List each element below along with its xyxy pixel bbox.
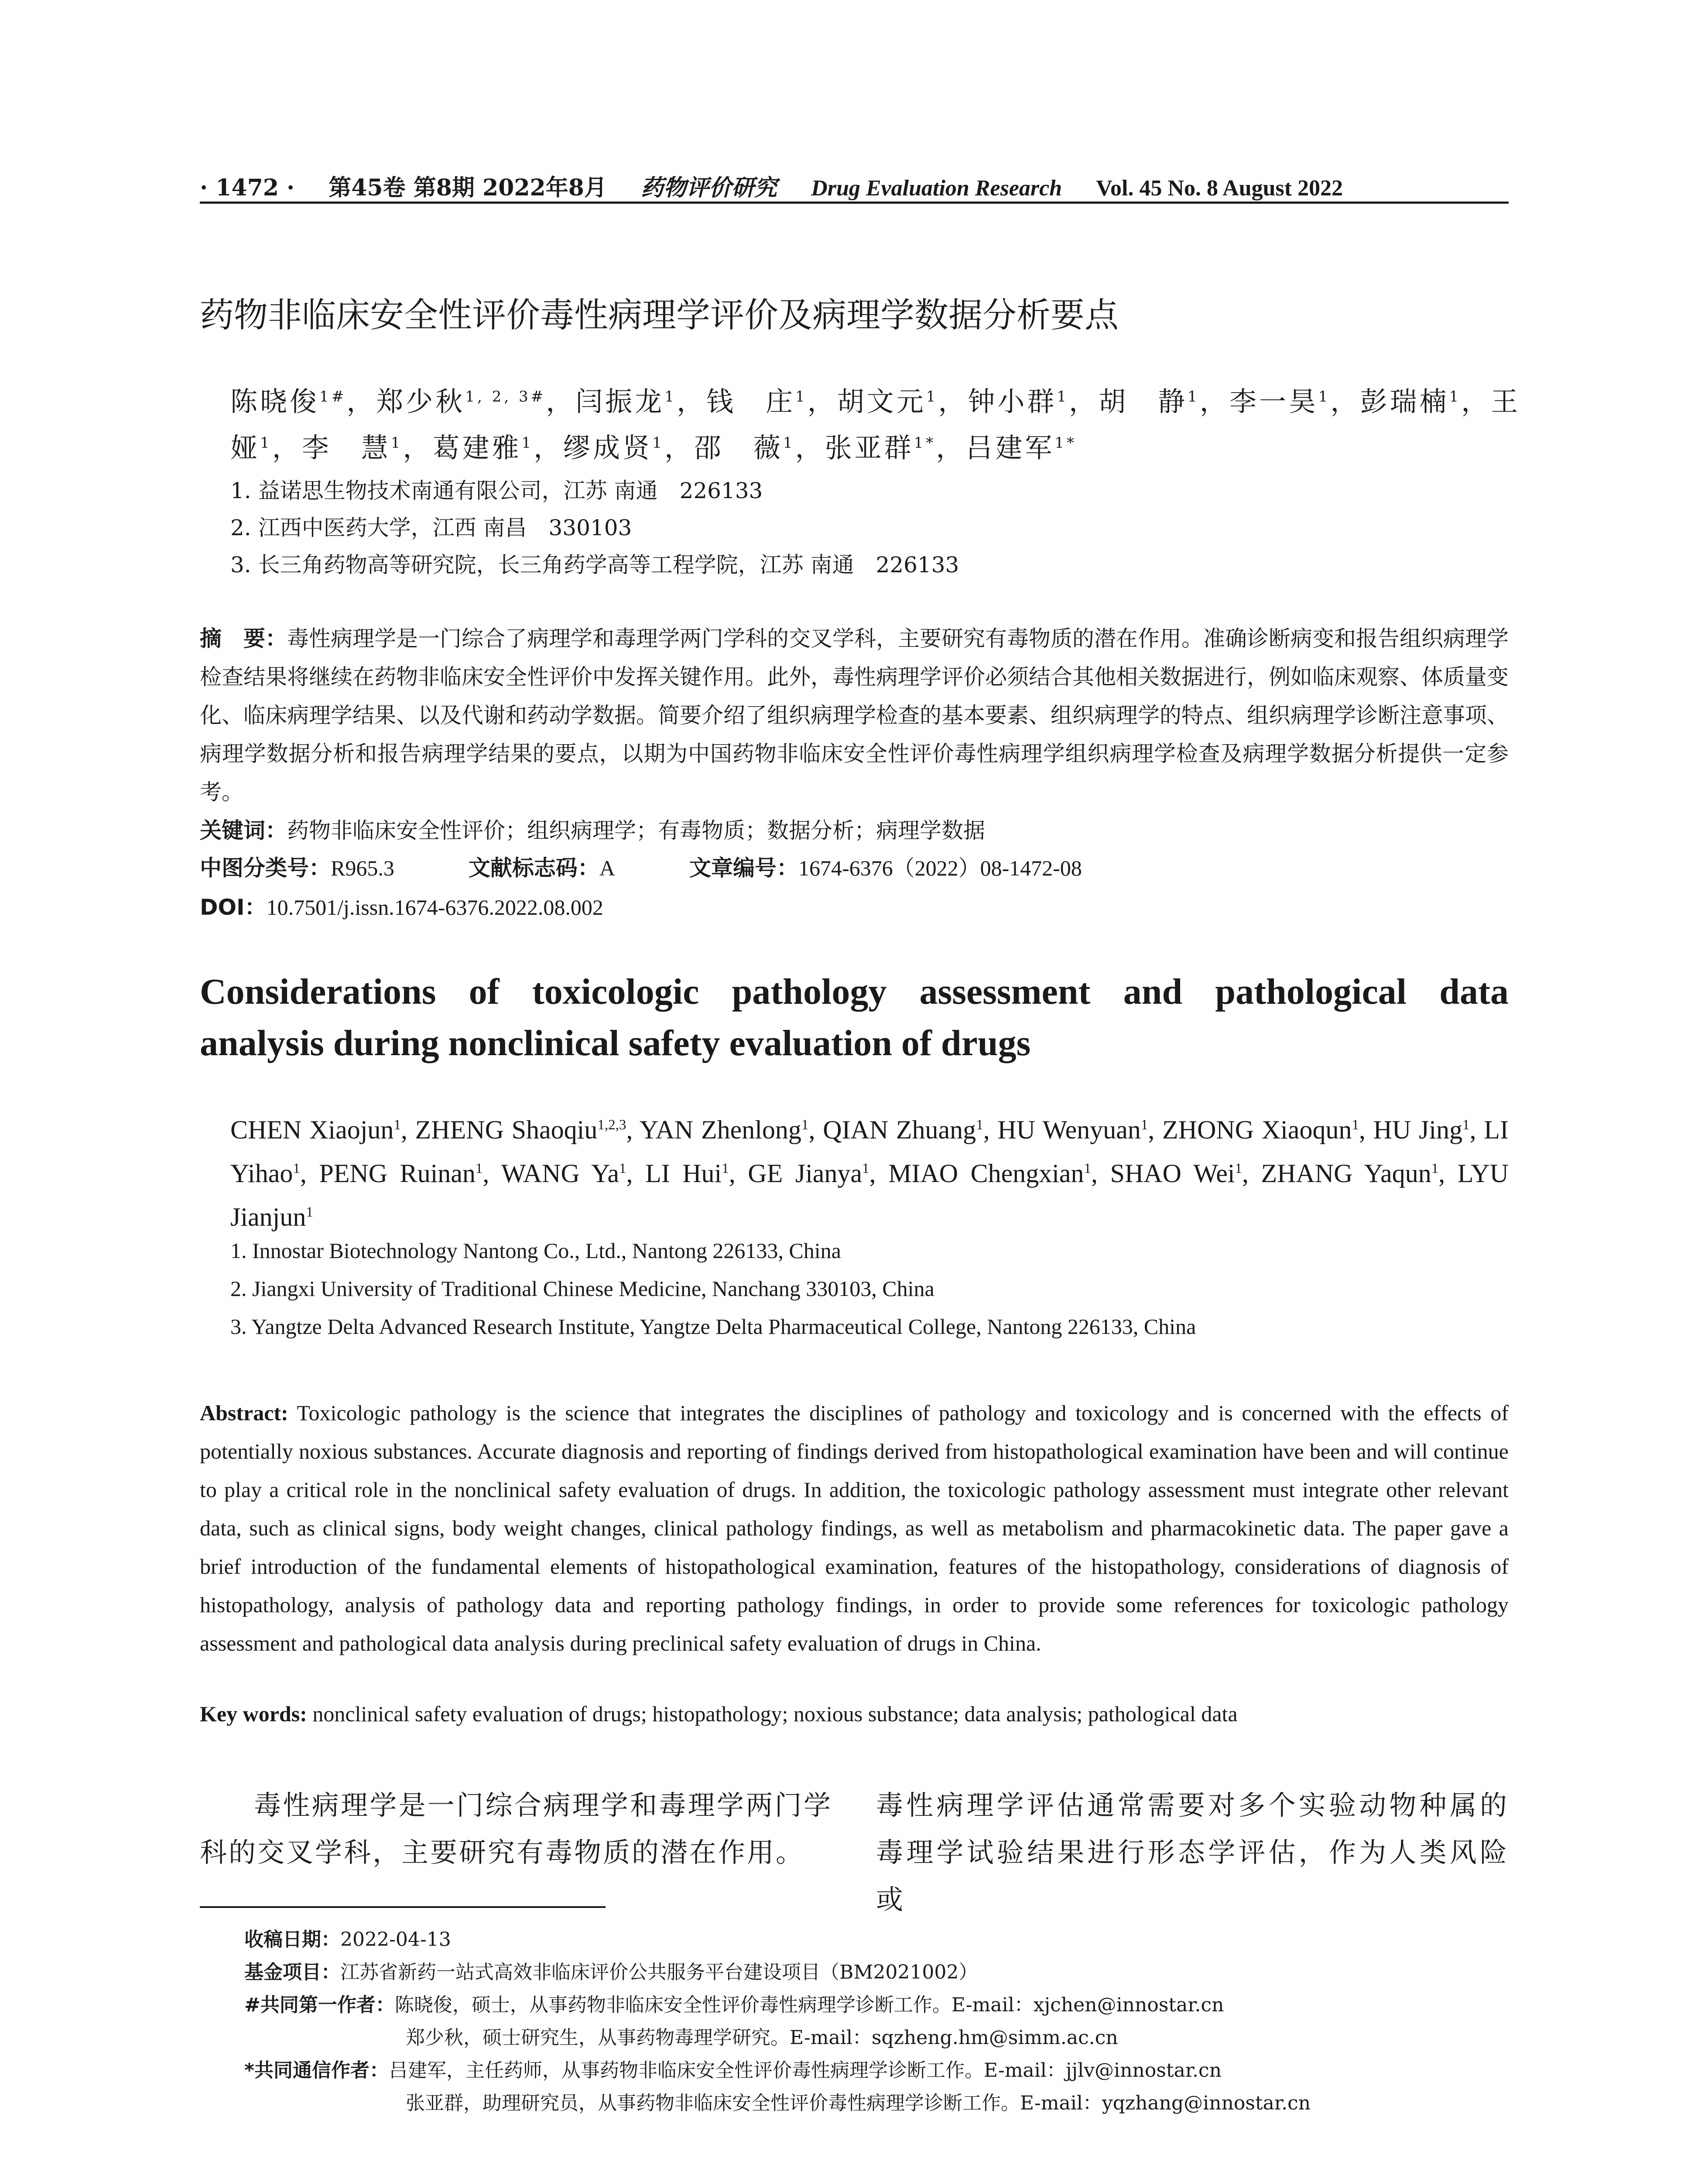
author-name: 钟小群 bbox=[968, 386, 1057, 417]
body-column-right bbox=[876, 1782, 1509, 1923]
abstract-cn-text: 毒性病理学是一门综合了病理学和毒理学两门学科的交叉学科，主要研究有毒物质的潜在作用。准确诊断病变和报告组织病理学检查结果将继续在药物非临床安全性评价中发挥关键作用。此外，毒性病理学评价必须结合其他相关数据进行，例如临床观察、体质量变化、临床病理学结果、以及代谢和药动学数据。简要介绍了组织病理学检查的基本要素、组织病理学的特点、组织病理学诊断注意事项、病理学数据分析和报告病理学结果的要点，以期为中国药物非临床安全性评价毒性病理学组织病理学检查及病理学数据分析提供一定参考。 bbox=[200, 626, 1509, 805]
page-number: · 1472 · bbox=[200, 174, 295, 201]
title-en-line-1: Considerations of toxicologic pathology assessment and pathological data bbox=[200, 971, 1509, 1012]
author-affiliation-mark: 1 bbox=[862, 1161, 869, 1176]
abstract-en-label: Abstract: bbox=[200, 1401, 288, 1425]
author-affiliation-mark: 1 bbox=[1431, 1161, 1439, 1176]
author-name: HU Jing bbox=[1373, 1115, 1463, 1144]
author-affiliation-mark: 1 bbox=[1057, 388, 1069, 406]
received-label: 收稿日期： bbox=[244, 1928, 340, 1951]
author-name: MIAO Chengxian bbox=[888, 1159, 1084, 1188]
body-text-left: 毒性病理学是一门综合病理学和毒理学两门学科的交叉学科，主要研究有毒物质的潜在作用。 bbox=[200, 1789, 832, 1868]
author-name: 钱 庄 bbox=[706, 386, 795, 417]
author-affiliation-mark: 1,2,3 bbox=[597, 1117, 626, 1133]
author-name: 胡 静 bbox=[1099, 386, 1188, 417]
keywords-cn bbox=[200, 811, 1509, 850]
author-name: 葛建雅 bbox=[432, 432, 522, 464]
keywords-en-label: Key words: bbox=[200, 1702, 307, 1726]
fund-label: 基金项目： bbox=[244, 1961, 340, 1983]
author-name: YAN Zhenlong bbox=[639, 1115, 801, 1144]
affiliation-cn-3: 3. 长三角药物高等研究院，长三角药学高等工程学院，江苏 南通 226133 bbox=[230, 552, 959, 578]
author-affiliation-mark: 1 bbox=[1235, 1161, 1242, 1176]
footnote-rule bbox=[200, 1906, 606, 1908]
author-name: LI Hui bbox=[645, 1159, 722, 1188]
author-name: 邵 薇 bbox=[694, 432, 783, 464]
volume-cn: 第45卷 第8期 2022年8月 bbox=[329, 174, 607, 201]
author-affiliation-mark: 1 bbox=[1084, 1161, 1092, 1176]
author-affiliation-mark: 1 bbox=[801, 1117, 809, 1133]
abstract-en bbox=[200, 1394, 1509, 1662]
author-affiliation-mark: 1 bbox=[664, 388, 677, 406]
keywords-cn-text: 药物非临床安全性评价；组织病理学；有毒物质；数据分析；病理学数据 bbox=[287, 818, 985, 843]
author-affiliation-mark: 1* bbox=[1054, 434, 1077, 452]
author-affiliation-mark: 1 bbox=[783, 434, 795, 452]
title-en-line-2: analysis during nonclinical safety evaluation of drugs bbox=[200, 1023, 1031, 1063]
author-affiliation-mark: 1 bbox=[722, 1161, 729, 1176]
footnote-received bbox=[244, 1924, 451, 1952]
author-name: 缪成贤 bbox=[563, 432, 653, 464]
author-affiliation-mark: 1 bbox=[260, 434, 272, 452]
body-column-left bbox=[200, 1782, 832, 1876]
author-affiliation-mark: 1 bbox=[1462, 1117, 1470, 1133]
header-rule bbox=[200, 202, 1509, 204]
author-name: LI Yihao bbox=[230, 1115, 1509, 1188]
author-name: 陈晓俊 bbox=[230, 386, 320, 417]
author-affiliation-mark: 1 bbox=[976, 1117, 983, 1133]
abstract-cn bbox=[200, 619, 1509, 811]
author-name: 李一昊 bbox=[1229, 386, 1318, 417]
article-number-value: 1674-6376（2022）08-1472-08 bbox=[798, 856, 1082, 880]
journal-name-en: Drug Evaluation Research bbox=[811, 176, 1062, 201]
corresponding-label: *共同通信作者： bbox=[244, 2059, 389, 2082]
clc-value: R965.3 bbox=[331, 856, 394, 880]
author-name: HU Wenyuan bbox=[997, 1115, 1141, 1144]
authors-en: CHEN Xiaojun$^1$, ZHENG Shaoqiu$^{1,2,3}$, YAN Zhenlong$^1$, QIAN Zhuang$^1$, HU Wenyuan$^1$, ZHONG Xiaoqun$^1$, HU Jing$^1$, LI Yihao$^1$, PENG Ruinan$^1$, WANG Ya$^1$, LI Hui$^1$, GE Jianya$^1$, MIAO Chengxian$^1$, SHAO Wei$^1$, ZHANG Yaqun$^1$, LYU Jianjun$^1$ bbox=[230, 1115, 1509, 1231]
author-name: ZHANG Yaqun bbox=[1261, 1159, 1431, 1188]
doc-code-label: 文献标志码： bbox=[468, 855, 599, 881]
doi-line bbox=[200, 890, 603, 921]
affiliation-cn-1: 1. 益诺思生物技术南通有限公司，江苏 南通 226133 bbox=[230, 478, 763, 503]
doi-value[interactable]: 10.7501/j.issn.1674-6376.2022.08.002 bbox=[266, 895, 603, 920]
author-affiliation-mark: 1 bbox=[619, 1161, 626, 1176]
author-affiliation-mark: 1, 2, 3# bbox=[465, 388, 546, 406]
first-author-label: #共同第一作者： bbox=[244, 1994, 395, 2016]
abstract-cn-label: 摘 要： bbox=[200, 626, 287, 651]
affiliation-cn-2: 2. 江西中医药大学，江西 南昌 330103 bbox=[230, 515, 632, 540]
author-affiliation-mark: 1 bbox=[795, 388, 808, 406]
author-affiliation-mark: 1 bbox=[390, 434, 403, 452]
author-affiliation-mark: 1 bbox=[1318, 388, 1331, 406]
title-cn: 药物非临床安全性评价毒性病理学评价及病理学数据分析要点 bbox=[200, 296, 1119, 335]
author-name: 胡文元 bbox=[837, 386, 926, 417]
title-en bbox=[200, 966, 1509, 1069]
clc-label: 中图分类号： bbox=[200, 855, 331, 881]
author-name: GE Jianya bbox=[748, 1159, 863, 1188]
author-name: WANG Ya bbox=[501, 1159, 620, 1188]
running-header bbox=[200, 169, 1509, 202]
keywords-cn-label: 关键词： bbox=[200, 818, 287, 843]
footnote-corresponding bbox=[244, 2055, 1222, 2082]
author-name: 吕建军 bbox=[965, 432, 1055, 464]
author-name: PENG Ruinan bbox=[319, 1159, 476, 1188]
volume-en: Vol. 45 No. 8 August 2022 bbox=[1096, 176, 1343, 201]
author-affiliation-mark: 1# bbox=[319, 388, 347, 406]
author-affiliation-mark: 1 bbox=[1140, 1117, 1148, 1133]
author-affiliation-mark: 1 bbox=[1449, 388, 1462, 406]
body-text-right: 毒性病理学评估通常需要对多个实验动物种属的毒理学试验结果进行形态学评估，作为人类风险或 bbox=[876, 1789, 1509, 1915]
affiliation-en-2: 2. Jiangxi University of Traditional Chinese Medicine, Nanchang 330103, China bbox=[230, 1276, 934, 1301]
author-affiliation-mark: 1 bbox=[293, 1161, 300, 1176]
keywords-en-text: nonclinical safety evaluation of drugs; histopathology; noxious substance; data analysis; pathological data bbox=[312, 1702, 1238, 1726]
doc-code-value: A bbox=[599, 856, 615, 880]
author-affiliation-mark: 1 bbox=[926, 388, 938, 406]
footnote-first-author-2: 郑少秋，硕士研究生，从事药物毒理学研究。E-mail：sqzheng.hm@simm.ac.cn bbox=[406, 2027, 1118, 2049]
author-name: 王 娅 bbox=[230, 386, 1551, 464]
footnote-first-author bbox=[244, 1989, 1224, 2017]
author-affiliation-mark: 1 bbox=[394, 1117, 401, 1133]
abstract-en-text: Toxicologic pathology is the science that integrates the disciplines of pathology and toxicology and is concerned with the effects of potentially noxious substances. Accurate diagnosis and reporting of findings derived from histopathological examination have been and will continue to play a critical role in the nonclinical safety evaluation of drugs. In addition, the toxicologic pathology assessment must integrate other relevant data, such as clinical signs, body weight changes, clinical pathology findings, as well as metabolism and pharmacokinetic data. The paper gave a brief introduction of the fundamental elements of histopathological examination, features of the histopathology, considerations of diagnosis of histopathology, analysis of pathology data and reporting pathology findings, in order to provide some references for toxicologic pathology assessment and pathological data analysis during preclinical safety evaluation of drugs in China. bbox=[200, 1401, 1509, 1655]
author-name: 闫振龙 bbox=[575, 386, 665, 417]
article-number-label: 文章编号： bbox=[689, 855, 798, 881]
keywords-en bbox=[200, 1701, 1509, 1726]
author-name: 张亚群 bbox=[825, 432, 914, 464]
corresponding-1: 吕建军，主任药师，从事药物非临床安全性评价毒性病理学诊断工作。E-mail：jjlv@innostar.cn bbox=[389, 2059, 1222, 2082]
received-date: 2022-04-13 bbox=[340, 1928, 451, 1951]
journal-logo: 药物评价研究 bbox=[641, 174, 777, 201]
author-name: 李 慧 bbox=[301, 432, 391, 464]
author-name: CHEN Xiaojun bbox=[230, 1115, 394, 1144]
classification-line bbox=[200, 851, 1082, 882]
affiliation-en-1: 1. Innostar Biotechnology Nantong Co., Ltd., Nantong 226133, China bbox=[230, 1238, 841, 1263]
author-name: SHAO Wei bbox=[1110, 1159, 1235, 1188]
doi-label: DOI： bbox=[200, 895, 267, 920]
author-name: ZHONG Xiaoqun bbox=[1162, 1115, 1352, 1144]
author-name: ZHENG Shaoqiu bbox=[415, 1115, 598, 1144]
author-affiliation-mark: 1* bbox=[914, 434, 936, 452]
affiliation-en-3: 3. Yangtze Delta Advanced Research Institute, Yangtze Delta Pharmaceutical College, Nantong 226133, China bbox=[230, 1314, 1196, 1339]
author-name: LYU Jianjun bbox=[230, 1159, 1509, 1231]
authors-cn: 陈晓俊$^{1\#}$，郑少秋$^{1, 2, 3\#}$，闫振龙$^1$，钱 庄$^1$，胡文元$^1$，钟小群$^1$，胡 静$^1$，李一昊$^1$，彭瑞楠$^1$，王 娅$^1$，李 慧$^1$，葛建雅$^1$，缪成贤$^1$，邵 薇$^1$，张亚群$^{1*}$，吕建军$^{1*}$ bbox=[230, 386, 1551, 464]
author-name: QIAN Zhuang bbox=[823, 1115, 976, 1144]
author-name: 彭瑞楠 bbox=[1360, 386, 1449, 417]
author-affiliation-mark: 1 bbox=[521, 434, 534, 452]
author-affiliation-mark: 1 bbox=[306, 1204, 313, 1220]
footnote-fund bbox=[244, 1956, 978, 1984]
author-affiliation-mark: 1 bbox=[652, 434, 664, 452]
first-author-1: 陈晓俊，硕士，从事药物非临床安全性评价毒性病理学诊断工作。E-mail：xjchen@innostar.cn bbox=[394, 1994, 1224, 2016]
author-name: 郑少秋 bbox=[376, 386, 466, 417]
author-affiliation-mark: 1 bbox=[1352, 1117, 1359, 1133]
footnote-corresponding-2: 张亚群，助理研究员，从事药物非临床安全性评价毒性病理学诊断工作。E-mail：yqzhang@innostar.cn bbox=[406, 2092, 1311, 2114]
author-affiliation-mark: 1 bbox=[475, 1161, 483, 1176]
fund-text: 江苏省新药一站式高效非临床评价公共服务平台建设项目（BM2021002） bbox=[340, 1961, 978, 1983]
author-affiliation-mark: 1 bbox=[1188, 388, 1200, 406]
